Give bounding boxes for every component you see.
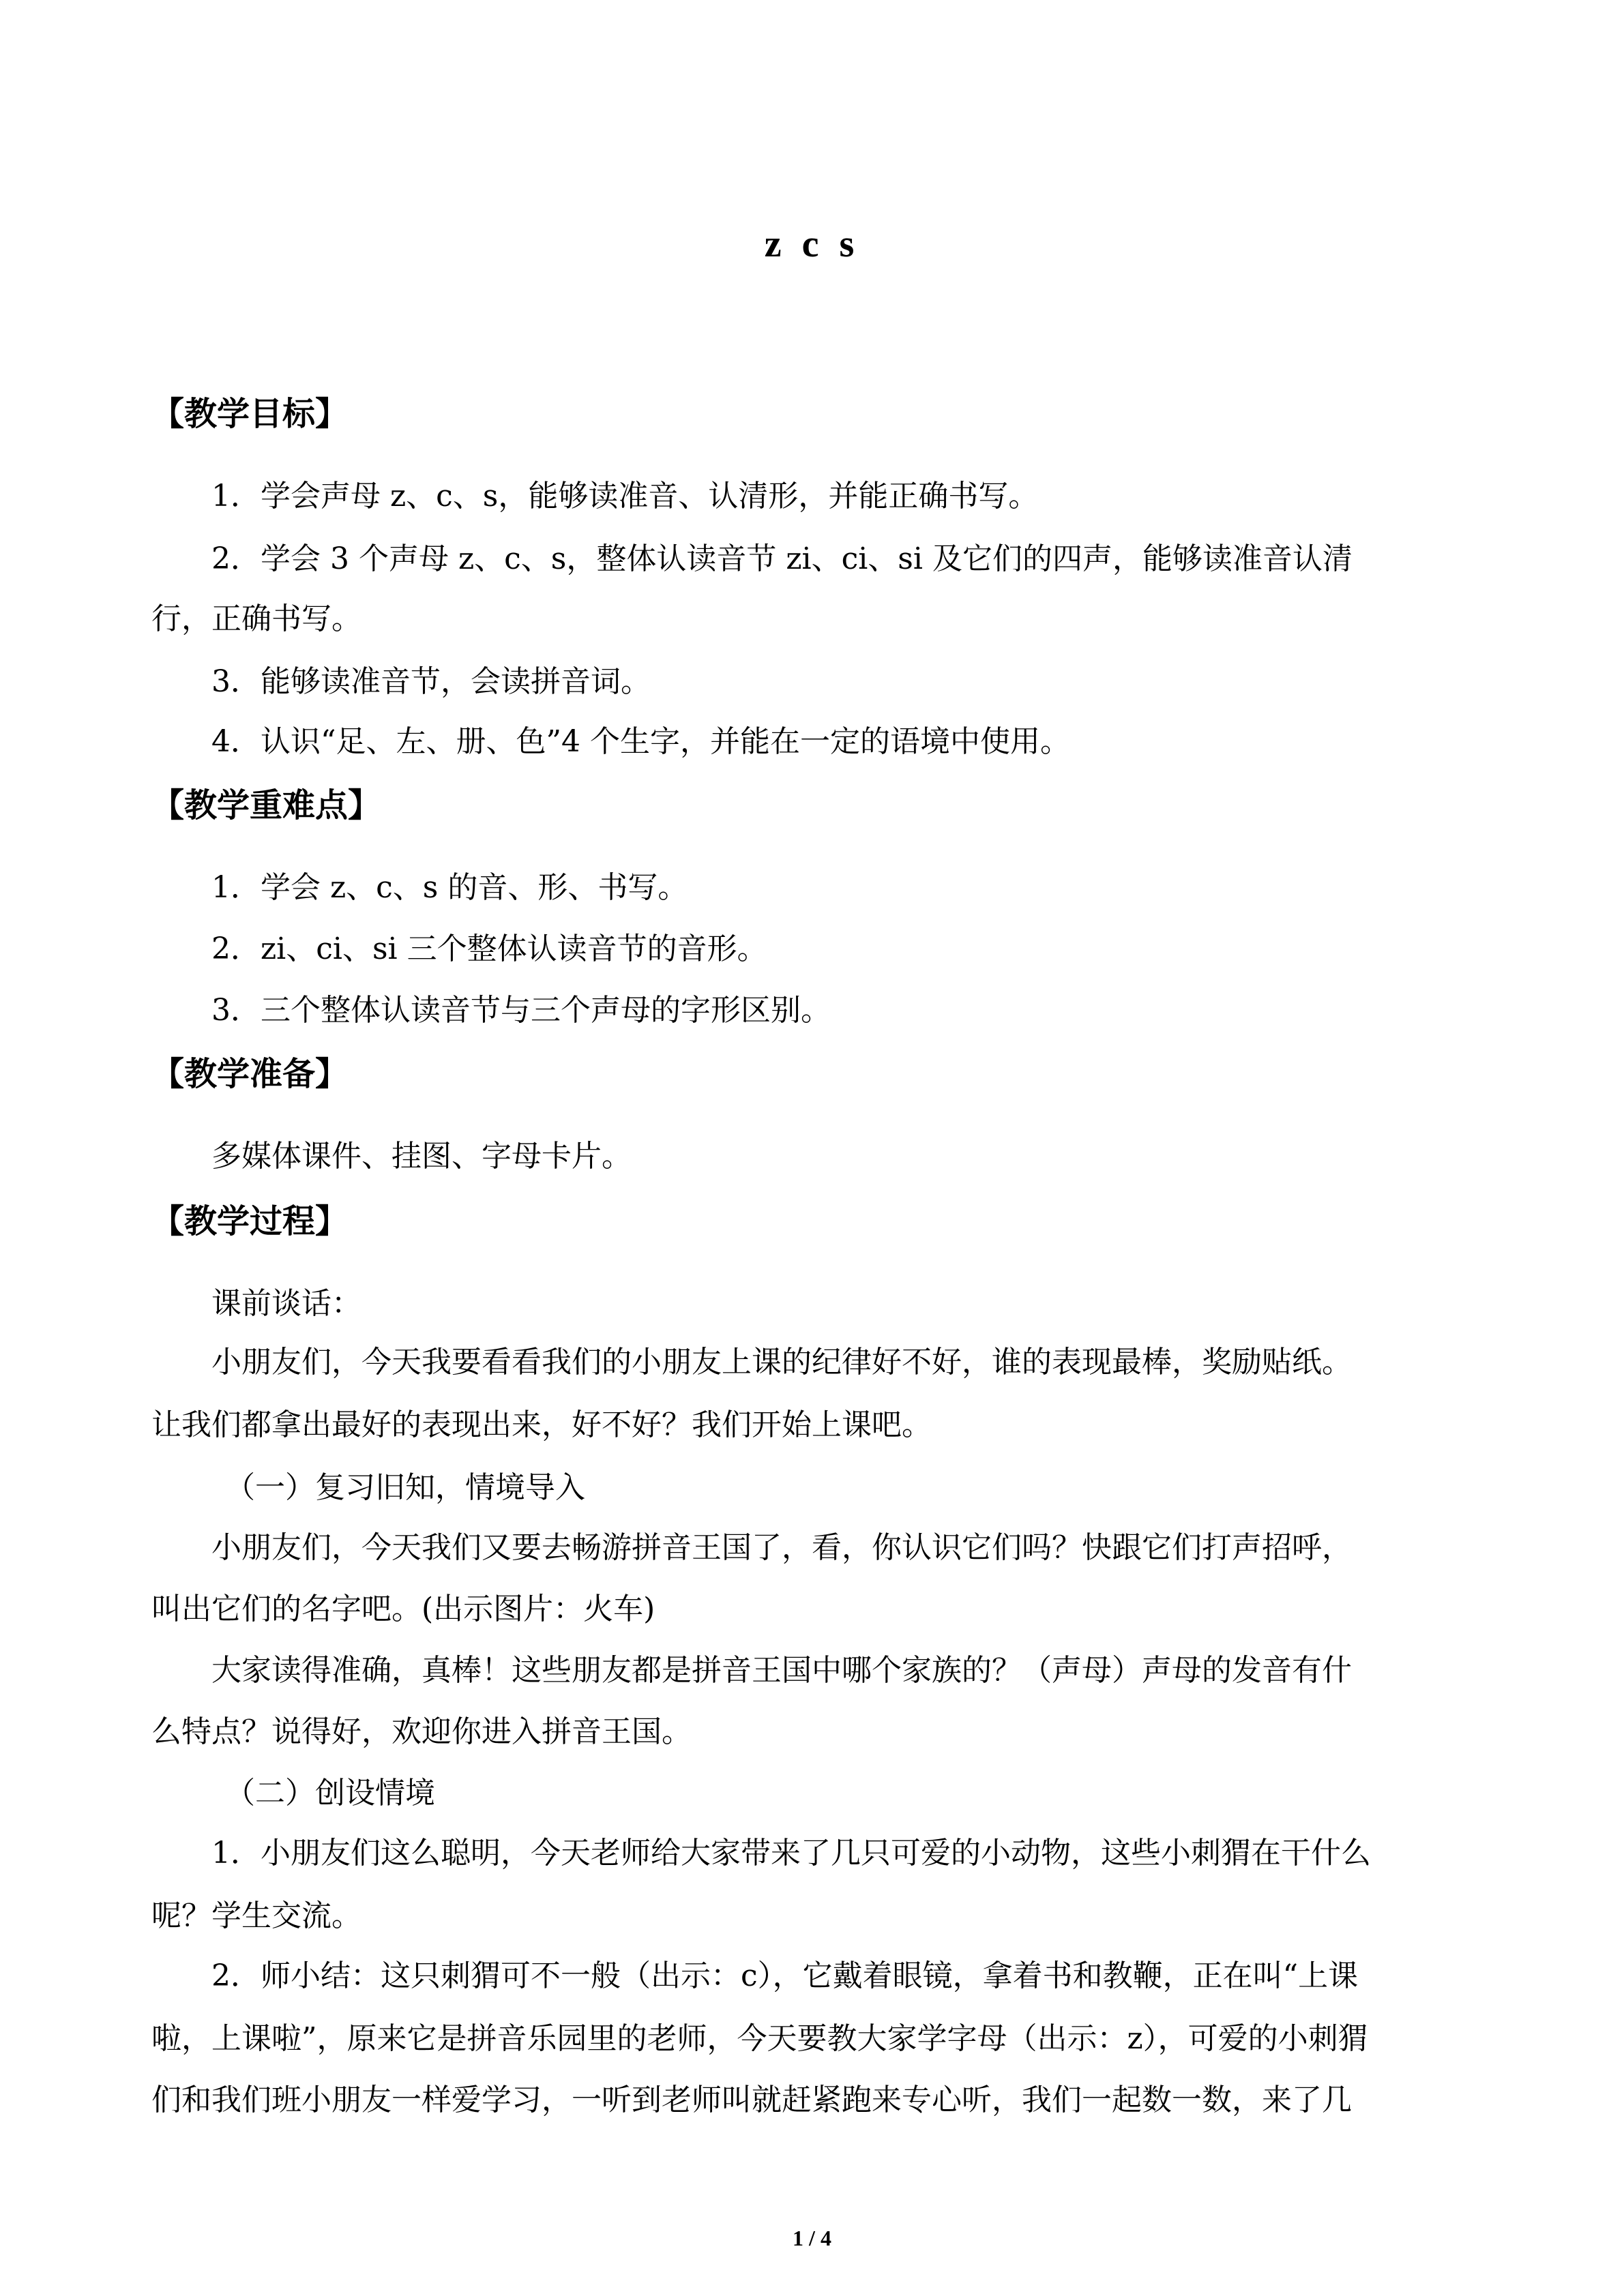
section-heading-preparation: 【教学准备】	[151, 1055, 349, 1093]
section-heading-process: 【教学过程】	[151, 1202, 349, 1240]
objective-item-continuation: 行，正确书写。	[151, 601, 361, 636]
preparation-item: 多媒体课件、挂图、字母卡片。	[211, 1139, 632, 1174]
process-line: 2．师小结：这只刺猬可不一般（出示：c），它戴着眼镜，拿着书和教鞭，正在叫“上课	[211, 1958, 1359, 1993]
process-line: 啦，上课啦”，原来它是拼音乐园里的老师，今天要教大家学字母（出示：z），可爱的小刺猬	[151, 2021, 1368, 2056]
objective-item: 3．能够读准音节，会读拼音词。	[211, 664, 651, 699]
process-line: 让我们都拿出最好的表现出来，好不好？我们开始上课吧。	[151, 1407, 932, 1442]
key-point-item: 2．zi、ci、si 三个整体认读音节的音形。	[211, 931, 767, 966]
process-line: 小朋友们，今天我们又要去畅游拼音王国了，看，你认识它们吗？快跟它们打声招呼，	[211, 1530, 1352, 1565]
process-line: 大家读得准确，真棒！这些朋友都是拼音王国中哪个家族的？（声母）声母的发音有什	[211, 1653, 1352, 1688]
process-line: 课前谈话：	[211, 1286, 361, 1321]
process-subheading: （一）复习旧知，情境导入	[225, 1470, 585, 1505]
document-title: z c s	[764, 223, 860, 265]
key-point-item: 1．学会 z、c、s 的音、形、书写。	[211, 870, 688, 905]
objective-item: 1．学会声母 z、c、s，能够读准音、认清形，并能正确书写。	[211, 479, 1039, 513]
objective-item: 2．学会 3 个声母 z、c、s，整体认读音节 zi、ci、si 及它们的四声，能够读准音认清	[211, 541, 1353, 576]
process-line: 小朋友们，今天我要看看我们的小朋友上课的纪律好不好，谁的表现最棒，奖励贴纸。	[211, 1345, 1352, 1380]
section-heading-objectives: 【教学目标】	[151, 395, 349, 433]
section-heading-key-points: 【教学重难点】	[151, 786, 381, 824]
process-line: 1．小朋友们这么聪明，今天老师给大家带来了几只可爱的小动物，这些小刺猬在干什么	[211, 1836, 1371, 1870]
page-number: 1 / 4	[793, 2226, 831, 2250]
process-line: 叫出它们的名字吧。(出示图片：火车)	[151, 1592, 655, 1626]
process-subheading: （二）创设情境	[225, 1776, 435, 1810]
process-line: 呢？学生交流。	[151, 1898, 361, 1933]
objective-item: 4．认识“足、左、册、色”4 个生字，并能在一定的语境中使用。	[211, 724, 1070, 759]
process-line: 们和我们班小朋友一样爱学习，一听到老师叫就赶紧跑来专心听，我们一起数一数，来了几	[151, 2083, 1352, 2117]
process-line: 么特点？说得好，欢迎你进入拼音王国。	[151, 1714, 692, 1749]
key-point-item: 3．三个整体认读音节与三个声母的字形区别。	[211, 993, 831, 1028]
